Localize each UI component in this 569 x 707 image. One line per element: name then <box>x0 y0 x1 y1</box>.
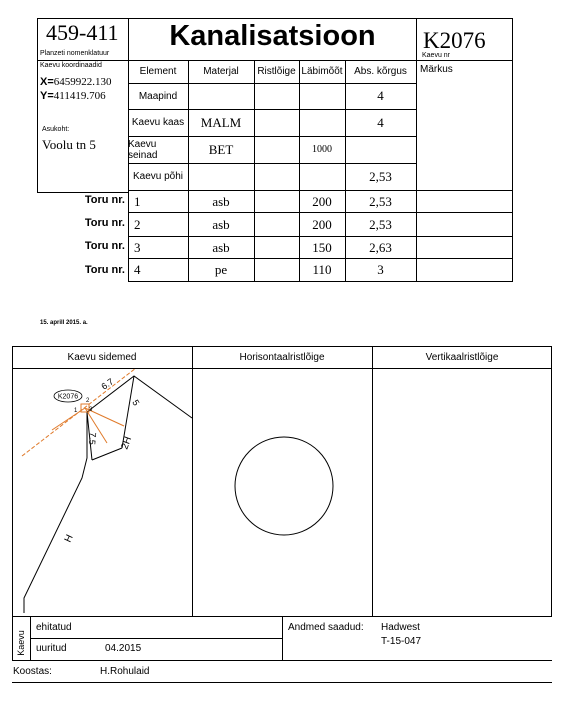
source-code: T-15-047 <box>381 636 422 647</box>
well-number: K2076 <box>423 28 486 53</box>
source-label: Andmed saadud: <box>288 622 364 633</box>
col-title-horizontal-section: Horisontaalristlõige <box>239 352 325 363</box>
location-value: Voolu tn 5 <box>42 137 96 152</box>
built-label: ehitatud <box>36 622 72 633</box>
sheet-number-label: Planzeti nomenklatuur <box>40 50 110 57</box>
footer-side-label: Kaevu <box>16 630 26 656</box>
coordinate-y-value: 411419.706 <box>53 90 106 102</box>
header-element: Element <box>139 65 177 77</box>
pipe-number: 3 <box>134 239 141 255</box>
row-element: Maapind <box>138 90 178 102</box>
dimension-label-5: H <box>62 533 76 545</box>
pipe-number-2: 2 <box>86 398 90 404</box>
pipe-label: Toru nr. <box>84 264 125 276</box>
sheet-number: 459-411 <box>46 20 119 45</box>
row-height: 4 <box>377 114 384 130</box>
row-element: Kaevu seinad <box>128 138 158 161</box>
well-label: K2076 <box>57 393 79 401</box>
coordinate-x-prefix: X= <box>40 76 54 88</box>
pipe-number: 1 <box>134 193 141 209</box>
row-element: Kaevu põhi <box>132 171 184 182</box>
pipe-diameter: 110 <box>312 262 332 277</box>
header-diameter: Läbimõõt <box>301 65 343 77</box>
row-height: 2,53 <box>369 168 392 184</box>
source-company: Hadwest <box>381 622 420 633</box>
coordinate-x-value: 6459922.130 <box>53 76 112 88</box>
dimension-label-3: 7.5 <box>86 431 98 446</box>
well-number-label: Kaevu nr <box>422 52 451 59</box>
header-cross-section: Ristlõige <box>257 65 296 77</box>
pipe-diameter: 200 <box>312 193 332 209</box>
pipe-label: Toru nr. <box>84 217 125 229</box>
document-date: 15. aprill 2015. a. <box>40 320 88 326</box>
pipe-height: 2,63 <box>369 239 392 255</box>
pipe-height: 2,53 <box>369 216 392 232</box>
row-diameter: 1000 <box>312 144 332 155</box>
pipe-label: Toru nr. <box>84 240 125 252</box>
coordinate-y <box>40 90 106 102</box>
pipe-height: 2,53 <box>369 193 392 209</box>
pipe-material: asb <box>212 239 230 255</box>
dimension-label-4: 2H <box>119 435 135 452</box>
surveyed-date: 04.2015 <box>105 643 142 654</box>
coordinates-label: Kaevu koordinaadid <box>40 62 102 69</box>
row-height: 4 <box>377 88 384 103</box>
building-outline <box>24 376 192 613</box>
col-title-vertical-section: Vertikaalristlõige <box>425 352 499 363</box>
pipe-diameter: 200 <box>312 216 332 232</box>
horizontal-section-drawing <box>192 368 372 616</box>
well-connections-sketch <box>12 368 192 616</box>
author-name: H.Rohulaid <box>100 666 150 677</box>
location-label: Asukoht: <box>42 126 70 133</box>
pipe-number-3: 3 <box>89 407 93 413</box>
col-title-connections: Kaevu sidemed <box>67 352 137 363</box>
well-circle <box>235 437 333 535</box>
pipe-number: 2 <box>134 216 141 232</box>
header-material: Materjal <box>203 65 239 77</box>
coordinate-x <box>40 76 112 88</box>
row-material: BET <box>208 141 234 157</box>
row-material: MALM <box>200 114 242 130</box>
pipe-number-1: 1 <box>74 408 78 414</box>
header-note: Märkus <box>420 64 453 75</box>
pipe-material: asb <box>212 193 230 209</box>
row-element: Kaevu kaas <box>131 117 185 128</box>
pipe-material: asb <box>212 216 230 232</box>
pipe-material: pe <box>214 262 228 277</box>
pipe-number: 4 <box>134 262 141 277</box>
pipe-diameter: 150 <box>312 239 332 255</box>
coordinate-y-prefix: Y= <box>40 90 54 102</box>
dimension-label-2: 5 <box>130 398 142 408</box>
dimension-line <box>92 448 122 460</box>
surveyed-label: uuritud <box>36 643 67 654</box>
page-title: Kanalisatsioon <box>169 20 376 52</box>
dimension-label-1: 6.7 <box>99 376 116 392</box>
pipe-height: 3 <box>377 262 384 277</box>
pipe-label: Toru nr. <box>84 194 125 206</box>
header-abs-height: Abs. kõrgus <box>354 65 407 77</box>
author-label: Koostas: <box>13 666 52 677</box>
pipe-line <box>52 408 85 430</box>
